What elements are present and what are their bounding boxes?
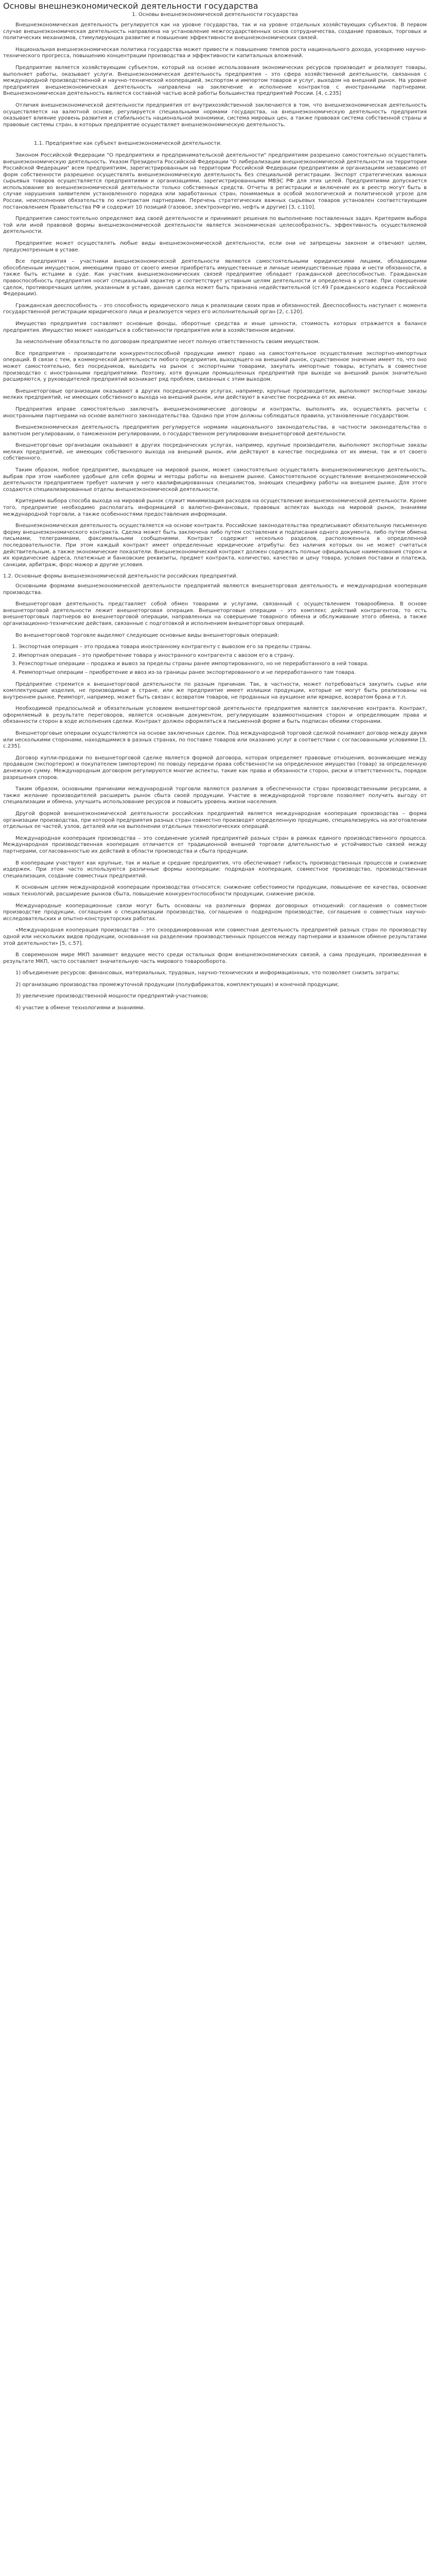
paragraph: Внешнеторговые организации оказывают в других посреднических услугах, например, крупные производители, выполняют экспортные заказы мелких предприятий, не имеющих собственного выхода на внешний рынок, или действуют в качестве посредника от их имени, так и от своего собственного. <box>3 443 427 462</box>
paragraph: Предприятие стремится к внешнеторговой деятельности по разным причинам. Так, в частности, может потребоваться закупить сырье или комплектующие изделия, не производимые в стране, или же предприятие имеет излишки продукции, которые не могут быть реализованы на внутреннем рынке. Реимпорт, например, может быть связан с возвратом товаров, не проданных на аукционе или ярмарке, возвратом брака и т.п. <box>3 681 427 700</box>
paragraph: Предприятие может осуществлять любые виды внешнеэкономической деятельности, если они не запрещены законом и отвечают целям, предусмотренным в уставе. <box>3 241 427 253</box>
section-heading: 1.2. Основные формы внешнеэкономической деятельности российских предприятий. <box>3 573 238 580</box>
paragraph: Внешнеэкономическая деятельность предприятия регулируется нормами национального законодательства, в частности законодательства о валютном регулировании, о таможенном регулировании, о государственном регулировании внешнеторговой деятельности. <box>3 425 427 437</box>
paragraph: Другой формой внешнеэкономической деятельности российских предприятий является международная кооперация производства – форма организации производства, при которой предприятия разных стран совместно производят определенную продукцию, специализируясь на изготовлении отдельных ее частей, узлов, деталей или на выполнении отдельных технологических операций. <box>3 811 427 830</box>
paragraph: Все предприятия – участники внешнеэкономической деятельности являются самостоятельными юридическими лицами, обладающими обособленным имуществом, имеющими право от своего имени приобретать имущественные и личные неимущественные права и нести обязанности, а также быть истцами в суде. Как участник внешнеэкономических связей предприятие обладает гражданской дееспособностью. Гражданская правоспособность предприятия носит специальный характер и соответствует уставным целям деятельности и определена в уставе. При совершении сделок, противоречащих целям, указанным в уставе, данная сделка может быть признана недействительной (ст.49 Гражданского кодекса Российской Федерации). <box>3 259 427 297</box>
section-heading: 1.1. Предприятие как субъект внешнеэкономической деятельности. <box>34 141 222 147</box>
paragraph: В кооперации участвуют как крупные, так и малые и средние предприятия, что обеспечивает гибкость производственных процессов и снижение издержек. При этом часто используются различные формы кооперации: подрядная кооперация, совместное производство, производственная специализация, создание совместных предприятий. <box>3 860 427 879</box>
paragraph: Таким образом, любое предприятие, выходящее на мировой рынок, может самостоятельно осуществлять внешнеэкономическую деятельность, выбрав при этом наиболее удобные для себя формы и методы работы на внешнем рынке. Самостоятельное осуществление внешнеэкономической деятельности предприятием требует наличия у него квалифицированных специалистов, знающих специфику работы на внешнем рынке. Для этого создаются специализированные отделы внешнеэкономической деятельности. <box>3 467 427 493</box>
operation-types-list <box>3 644 427 676</box>
section-1-2-intro-paragraphs <box>3 583 427 639</box>
paragraph: Внешнеторговые организации оказывают в других посреднических услугах, например, крупные производители, выполняют экспортные заказы мелких предприятий, не имеющих собственного выхода на внешний рынок, или действуют в качестве посредника от их имени. <box>3 388 427 401</box>
paragraph: Предприятия самостоятельно определяют вид своей деятельности и принимают решения по выполнению поставленных задач. Критерием выбора той или иной правовой формы внешнеэкономической деятельности является экономическая целесообразность, эффективность осуществляемой деятельности. <box>3 216 427 235</box>
list-item: 1. Экспортная операция – это продажа товара иностранному контрагенту с вывозом его за пределы страны. <box>19 644 427 651</box>
paragraph: 4) участие в обмене технологиями и знаниями. <box>15 1005 145 1011</box>
paragraph: Договор купли-продажи по внешнеторговой сделке является формой договора, которая определяет правовые отношения, возникающие между продавцом (экспортером) и покупателем (импортером) по поводу передачи права собственности на определенное имущество (товар) за определенную денежную сумму. Международным договором регулируются многие аспекты, такие как права и обязанности сторон, риски и ответственность, порядок разрешения споров. <box>3 755 427 781</box>
paragraph: Критерием выбора способа выхода на мировой рынок служит минимизация расходов на осуществление внешнеэкономической деятельности. Кроме того, предприятие необходимо располагать информацией о валютно-финансовых, правовых аспектах выхода на мировой рынок, знаниями международной торговли, а также особенностями предоставления информации. <box>3 498 427 517</box>
intro-section <box>3 22 427 128</box>
paragraph: К основным целям международной кооперации производства относятся: снижение себестоимости продукции, повышение ее качества, освоение новых технологий, расширение рынков сбыта, повышение конкурентоспособности продукции, снижение рисков. <box>3 885 427 897</box>
section-1-2 <box>3 573 427 1011</box>
paragraph: Национальная внешнеэкономическая политика государства может привести к повышению темпов роста национального дохода, ускорению научно-технического прогресса, повышению концентрации производства и эффективности капитальных вложений. <box>3 46 427 59</box>
paragraph: Во внешнеторговой торговле выделяют следующие основные виды внешнеторговых операций: <box>15 632 280 638</box>
paragraph: 2) организацию производства промежуточной продукции (полуфабрикатов, комплектующих) и конечной продукции; <box>15 981 339 988</box>
paragraph: Таким образом, основными причинами международной торговли являются различия в обеспеченности стран производственными ресурсами, а также желание производителей расширить рынок сбыта своей продукции. Участие в международной торговле позволяет получить выгоду от специализации и обмена, улучшить использование ресурсов и повысить уровень жизни населения. <box>3 786 427 805</box>
paragraph: 1) объединение ресурсов: финансовых, материальных, трудовых, научно-технических и информационных, что позволяет снизить затраты; <box>15 970 400 976</box>
page-title: Основы внешнеэкономической деятельности государства <box>3 1 258 11</box>
section-1-2-paragraphs <box>3 682 427 1012</box>
paragraph: Законом Российской Федерации "О предприятиях и предпринимательской деятельности" предприятиям разрешено самостоятельно осуществлять внешнеэкономическую деятельность. Указом Президента Российской Федерации "О либерализации внешнеэкономической деятельности на территории Российской Федерации" всем предприятиям, зарегистрированным на территории Российской Федерации предприятиям и организациям независимо от форм собственности разрешено осуществлять внешнеэкономическую деятельность без специальной регистрации. Экспорт стратегических важных сырьевых товаров осуществляется предприятиями и организациями, зарегистрированными МВЭС РФ для этих целей. Предприятиями допускается использование во внешнеэкономической деятельности только собственных средств. Отчеты в регистрации и включение их в реестр могут быть в случае нарушения заявителем установленного порядка или заработанных стран, понимаемых в особой экологической и политической угрозе для России, неисполнения обязательств по контрактам партнерами. Перечень стратегических важных сырьевых товаров установлен соответствующим постановлением Правительства РФ и содержит 10 позиций (газовое, электроэнергию, нефть и другие) [3, с.110]. <box>3 152 427 210</box>
paragraph: Гражданская дееспособность – это способность юридического лица к реализации своих прав и обязанностей. Дееспособность наступает с момента государственной регистрации юридического лица и реализуется через его исполнительный орган [2, с.120]. <box>3 302 427 315</box>
paragraph: За неисполнение обязательств по договорам предприятие несет полную ответственность своим имуществом. <box>15 339 320 345</box>
document-page <box>0 0 430 1021</box>
paragraph: Международные кооперационные связи могут быть основаны на различных формах договорных отношений: соглашения о совместном производстве продукции, соглашения о специализации производства, соглашения о подрядном производстве, соглашения о совместных научно-исследовательских и опытно-конструкторских работах. <box>3 903 427 922</box>
paragraph: Все предприятия - производители конкурентоспособной продукции имеют право на самостоятельное осуществление экспортно-импортных операций. В связи с тем, в коммерческой деятельности любого предприятия, выходящего на внешний рынок, существенное значение имеет то, что оно может самостоятельно, без посредников, выходить на рынок с экспортными товарами, закупать импортные товары, вступать в совместное производство с иностранными предприятиями. Поэтому, хотя функции промышленных предприятий при выходе на внешний рынок значительно расширяются, у руководителей предприятий возникает ряд проблем, связанных с этим выходом. <box>3 350 427 383</box>
list-item: 3. Реэкспортные операции – продажа и вывоз за пределы страны ранее импортированного, но не переработанного в ней товара. <box>19 661 427 668</box>
paragraph: Необходимой предпосылкой и обязательным условием внешнеторговой деятельности предприятия является заключение контракта. Контракт, оформляемый в результате переговоров, является основным документом, регулирующим взаимоотношения сторон и определяющим права и обязанности сторон в ходе исполнения сделки. Контракт должен оформляться в письменной форме и быть подписан обеими сторонами. <box>3 706 427 725</box>
paragraph: В современном мире МКП занимает ведущее место среди остальных форм внешнеэкономических связей, а сама продукция, произведенная в результате МКП, часто составляет значительную часть мирового товарооборота. <box>3 952 427 964</box>
paragraph: Имущество предприятия составляют основные фонды, оборотные средства и иные ценности, стоимость которых отражается в балансе предприятия. Имущество может находиться в собственности предприятия или в хозяйственном ведении. <box>3 320 427 333</box>
paragraph: Внешнеэкономическая деятельность осуществляется на основе контракта. Российские законодательства предписывают обязательную письменную форму внешнеэкономического контракта. Сделка может быть заключена либо путем составления и подписания одного документа, либо путем обмена письмами, телеграммами, факсимильными сообщениями. Контракт содержит несколько разделов, расположенных в определенной последовательности. При этом каждый контракт имеет определенные юридические атрибуты: без наличия которых он не может считаться действительным, а также экономические показатели. Внешнеэкономический контракт должен содержать полные официальные наименования сторон и их юридические адреса, платежные и банковские реквизиты, предмет контракта, количество, качество и цену товара, условия поставки и платежа, санкции, арбитраж, форс-мажор и другие условия. <box>3 523 427 568</box>
paragraph: Отличия внешнеэкономической деятельности предприятия от внутрихозяйственной заключаются в том, что внешнеэкономическая деятельность осуществляется на валютной основе, регулируется специальными нормами государства, на внешнеэкономическую деятельность предприятия оказывает влияние уровень развития и стабильность национальной экономики, система мировых цен, а также правовая система собственной страны и правовые системы стран, в которых предприятие осуществляет внешнеэкономическую деятельность. <box>3 102 427 128</box>
paragraph: Предприятие является хозяйствующим субъектом, который на основе использования экономических ресурсов производит и реализует товары, выполняет работы, оказывает услуги. Внешнеэкономическая деятельность предприятия – это сфера хозяйственной деятельности, связанная с международной производственной и научно-технической кооперацией, экспортом и импортом товаров и услуг, выходом на внешний рынок. На уровне предприятия внешнеэкономическая деятельность направлена на заключение и исполнение контрактов с иностранными партнерами. Внешнеэкономическая деятельность является составной частью всей работы большинства предприятий России. [4, с.235] <box>3 64 427 97</box>
paragraph: Основными формами внешнеэкономической деятельности предприятий являются внешнеторговая деятельность и международная кооперация производства. <box>3 583 427 596</box>
list-item: 2. Импортная операция – это приобретение товара у иностранного контрагента с ввозом его в страну. <box>19 653 427 659</box>
chapter-title: 1. Основы внешнеэкономической деятельности государства <box>132 12 298 18</box>
paragraph: 3) увеличение производственной мощности предприятий-участников; <box>15 993 208 999</box>
paragraph: Внешнеэкономическая деятельность регулируется как на уровне государства, так и на уровне отдельных хозяйствующих субъектов. В первом случае внешнеэкономическая деятельность направлена на установление межгосударственных основ сотрудничества, создание правовых, торговых и политических механизмов, стимулирующих развитие и повышение эффективности внешнеэкономических связей. <box>3 22 427 41</box>
paragraph: Внешнеторговая деятельность представляет собой обмен товарами и услугами, связанный с осуществлением товарообмена. В основе внешнеторговой деятельности лежит внешнеторговая операция. Внешнеторговые операции – это комплекс действий контрагентов, то есть внешнеторговых партнеров во внешнеторговой операции, направленных на совершение товарного обмена и обслуживание этого обмена, а также организационно-технические действия, связанные с подготовкой и исполнением внешнеторговых операций. <box>3 601 427 626</box>
paragraph: Предприятия вправе самостоятельно заключать внешнеэкономические договоры и контракты, выполнять их, осуществлять расчеты с иностранными партнерами на основе валютного законодательства. Однако при этом должны соблюдаться правила, установленные государством. <box>3 406 427 419</box>
paragraph: Международная кооперация производства – это соединение усилий предприятий разных стран в рамках единого производственного процесса. Международная производственная кооперация отличается от традиционной внешней торговли длительностью и устойчивостью связей между партнерами, согласованностью их действий в области производства и сбыта продукции. <box>3 835 427 854</box>
paragraph: Внешнеторговые операции осуществляются на основе заключенных сделок. Под международной торговой сделкой понимают договор между двумя или несколькими сторонами, находящимися в разных странах, по поставке товаров или оказанию услуг в соответствии с согласованными условиями [3, с.235]. <box>3 731 427 750</box>
paragraph: «Международная кооперация производства – это скоординированная или совместная деятельность предприятий разных стран по производству одной или нескольких видов продукции, основанная на разделении производственных процессов между партнерами и взаимном обмене результатами этой деятельности» [5, с.57]. <box>3 927 427 946</box>
section-1-1-paragraphs <box>3 152 427 568</box>
list-item: 4. Реимпортные операции – приобретение и ввоз из-за границы ранее экспортированного и не переработанного там товара. <box>19 670 427 676</box>
section-1-1 <box>3 141 427 568</box>
